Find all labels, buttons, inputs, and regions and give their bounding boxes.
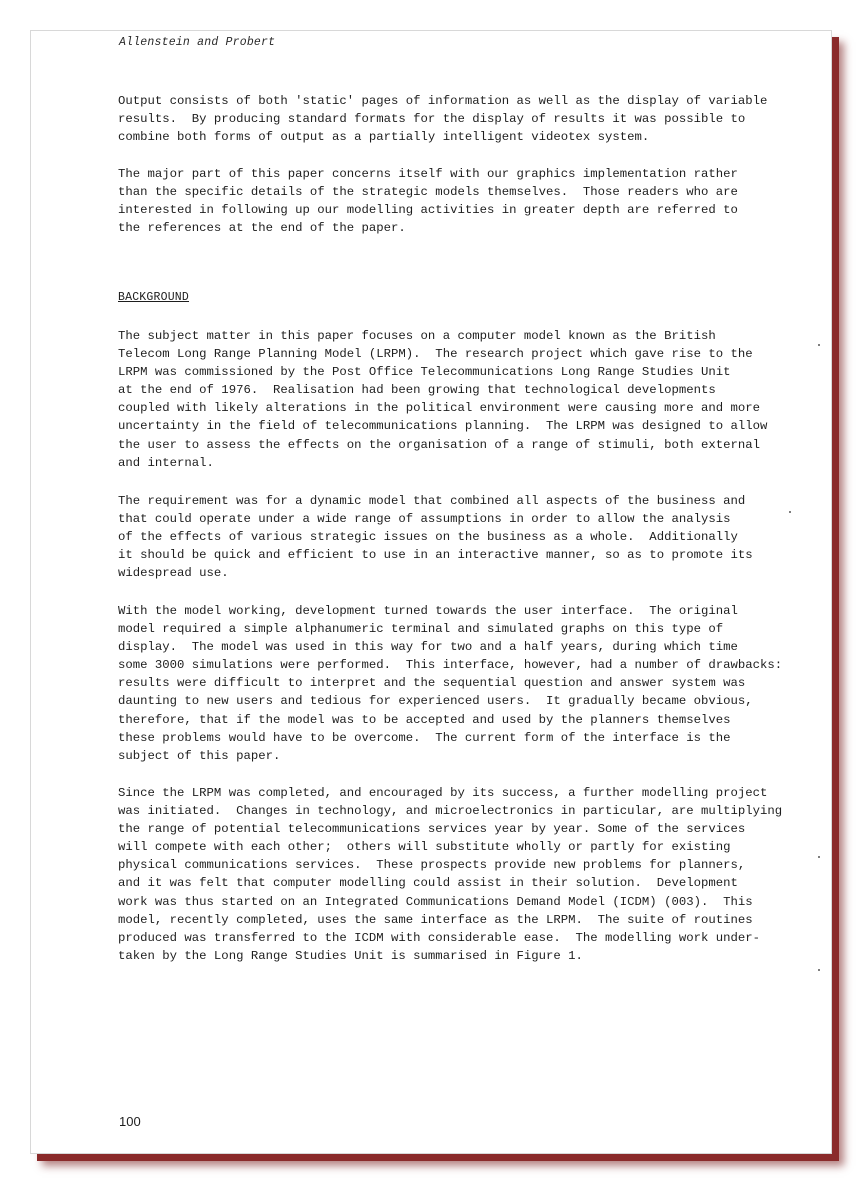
scan-speck	[789, 511, 791, 513]
scan-speck	[818, 969, 820, 971]
intro-paragraph-2: The major part of this paper concerns itself with our graphics implementation rather than the specific details of the strategic models themselves. Those readers who are interested in following up our modelling activities in greater depth are referred to the references at the end of the paper.	[118, 167, 738, 236]
scan-speck	[818, 344, 820, 346]
background-paragraph-3: With the model working, development turned towards the user interface. The original model required a simple alphanumeric terminal and simulated graphs on this type of display. The model was used in this way for two and a half years, during which time some 3000 simulations were performed. This interface, however, had a number of drawbacks: results were difficult to interpret and the sequential question and answer system was daunting to new users and tedious for experienced users. It gradually became obvious, therefore, that if the model was to be accepted and used by the planners themselves these problems would have to be overcome. The current form of the interface is the subject of this paper.	[118, 604, 783, 763]
intro-paragraph-1: Output consists of both 'static' pages of information as well as the display of variable results. By producing standard formats for the display of results it was possible to combine both forms of output as a partially intelligent videotex system.	[118, 94, 768, 145]
paper-page	[30, 30, 832, 1154]
background-paragraph-1: The subject matter in this paper focuses on a computer model known as the British Telecom Long Range Planning Model (LRPM). The research project which gave rise to the LRPM was commissioned by the Post Office Telecommunications Long Range Studies Unit at the end of 1976. Realisation had been growing that technological developments coupled with likely alterations in the political environment were causing more and more uncertainty in the field of telecommunications planning. The LRPM was designed to allow the user to assess the effects on the organisation of a range of stimuli, both external and internal.	[118, 329, 768, 470]
running-head: Allenstein and Probert	[119, 36, 276, 49]
section-heading-background: BACKGROUND	[118, 291, 190, 304]
scan-speck	[818, 856, 820, 858]
background-paragraph-2: The requirement was for a dynamic model that combined all aspects of the business and that could operate under a wide range of assumptions in order to allow the analysis of the effects of various strategic issues on the business as a whole. Additionally it should be quick and efficient to use in an interactive manner, so as to promote its widespread use.	[118, 494, 753, 581]
background-paragraph-4: Since the LRPM was completed, and encouraged by its success, a further modelling project was initiated. Changes in technology, and microelectronics in particular, are multiplying the range of potential telecommunications services year by year. Some of the services will compete with each other; others will substitute wholly or partly for existing physical communications services. These prospects provide new problems for planners, and it was felt that computer modelling could assist in their solution. Development work was thus started on an Integrated Communications Demand Model (ICDM) (003). This model, recently completed, uses the same interface as the LRPM. The suite of routines produced was transferred to the ICDM with considerable ease. The modelling work under- taken by the Long Range Studies Unit is summarised in Figure 1.	[118, 786, 783, 963]
page-number: 100	[119, 1114, 141, 1129]
